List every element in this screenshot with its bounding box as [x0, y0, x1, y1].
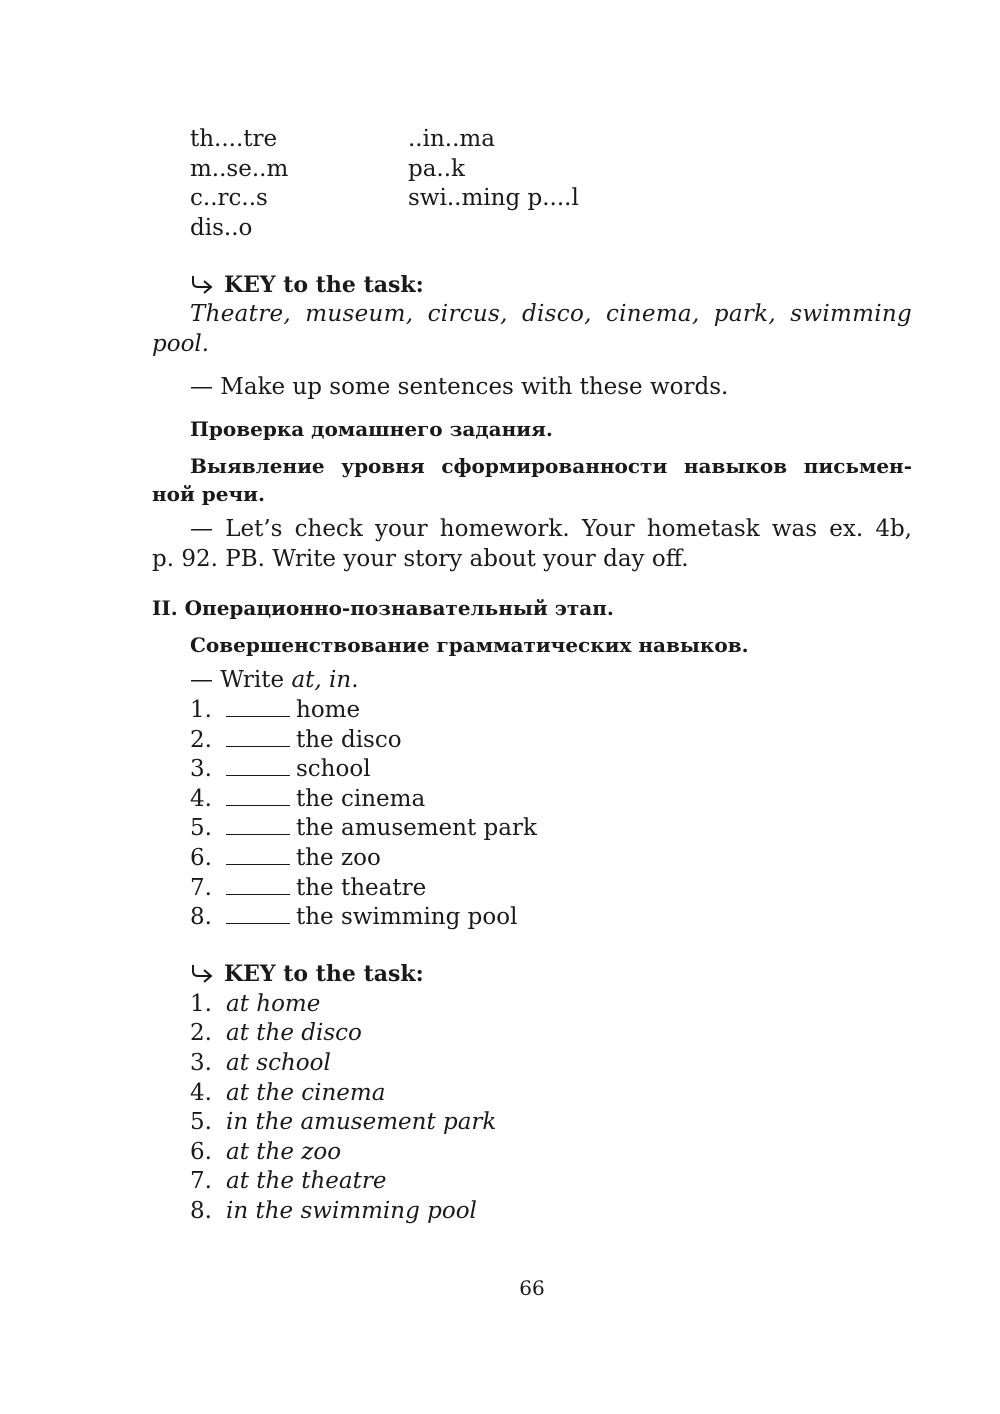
list-item: 3. at school	[190, 1050, 331, 1076]
paragraph-line: p. 92. PB. Write your story about your day off.	[152, 546, 689, 572]
gap-word: swi..ming p....l	[408, 185, 579, 211]
stage-heading: II. Операционно-познавательный этап.	[152, 596, 614, 620]
list-item: 2. at the disco	[190, 1020, 362, 1046]
list-item: 3. school	[190, 756, 371, 782]
gap-word: c..rc..s	[190, 185, 268, 211]
page-number: 66	[519, 1276, 545, 1300]
blank-line	[226, 757, 290, 776]
key-heading	[190, 270, 424, 300]
list-item: 2. the disco	[190, 727, 402, 753]
list-item: 4. at the cinema	[190, 1080, 386, 1106]
section-heading: Проверка домашнего задания.	[190, 417, 553, 441]
blank-line	[226, 816, 290, 835]
list-item: 7. at the theatre	[190, 1168, 387, 1194]
key-label: KEY to the task:	[224, 961, 424, 987]
blank-line	[226, 787, 290, 806]
arrow-icon	[190, 963, 216, 983]
gap-word: ..in..ma	[408, 126, 495, 152]
blank-line	[226, 698, 290, 717]
exercise-intro: — Write at, in.	[190, 667, 359, 693]
list-item: 5. the amusement park	[190, 815, 537, 841]
list-item: 5. in the amusement park	[190, 1109, 497, 1135]
gap-word: pa..k	[408, 156, 465, 182]
key-answer-line: Theatre, museum, circus, disco, cinema, park, swimming	[190, 301, 912, 327]
list-item: 8. in the swimming pool	[190, 1198, 477, 1224]
blank-line	[226, 876, 290, 895]
gap-word: dis..o	[190, 215, 253, 241]
stage-subheading: Совершенствование грамматических навыков.	[190, 633, 749, 657]
section-heading: ной речи.	[152, 482, 265, 506]
list-item: 1. home	[190, 697, 361, 723]
arrow-icon	[190, 274, 216, 294]
section-heading: Выявление уровня сформированности навыков письмен-	[190, 454, 912, 478]
blank-line	[226, 846, 290, 865]
instruction: — Make up some sentences with these words.	[190, 374, 729, 400]
list-item: 8. the swimming pool	[190, 904, 518, 930]
paragraph-line: — Let’s check your homework. Your hometask was ex. 4b,	[190, 516, 912, 542]
key-label: KEY to the task:	[224, 272, 424, 298]
key-answer-line: pool.	[152, 331, 210, 357]
exercise-words: at, in	[291, 667, 352, 693]
list-item: 7. the theatre	[190, 875, 427, 901]
gap-word: m..se..m	[190, 156, 289, 182]
blank-line	[226, 905, 290, 924]
blank-line	[226, 728, 290, 747]
list-item: 6. at the zoo	[190, 1139, 342, 1165]
key-heading	[190, 959, 424, 989]
list-item: 6. the zoo	[190, 845, 381, 871]
list-item: 1. at home	[190, 991, 321, 1017]
list-item: 4. the cinema	[190, 786, 426, 812]
gap-word: th....tre	[190, 126, 278, 152]
